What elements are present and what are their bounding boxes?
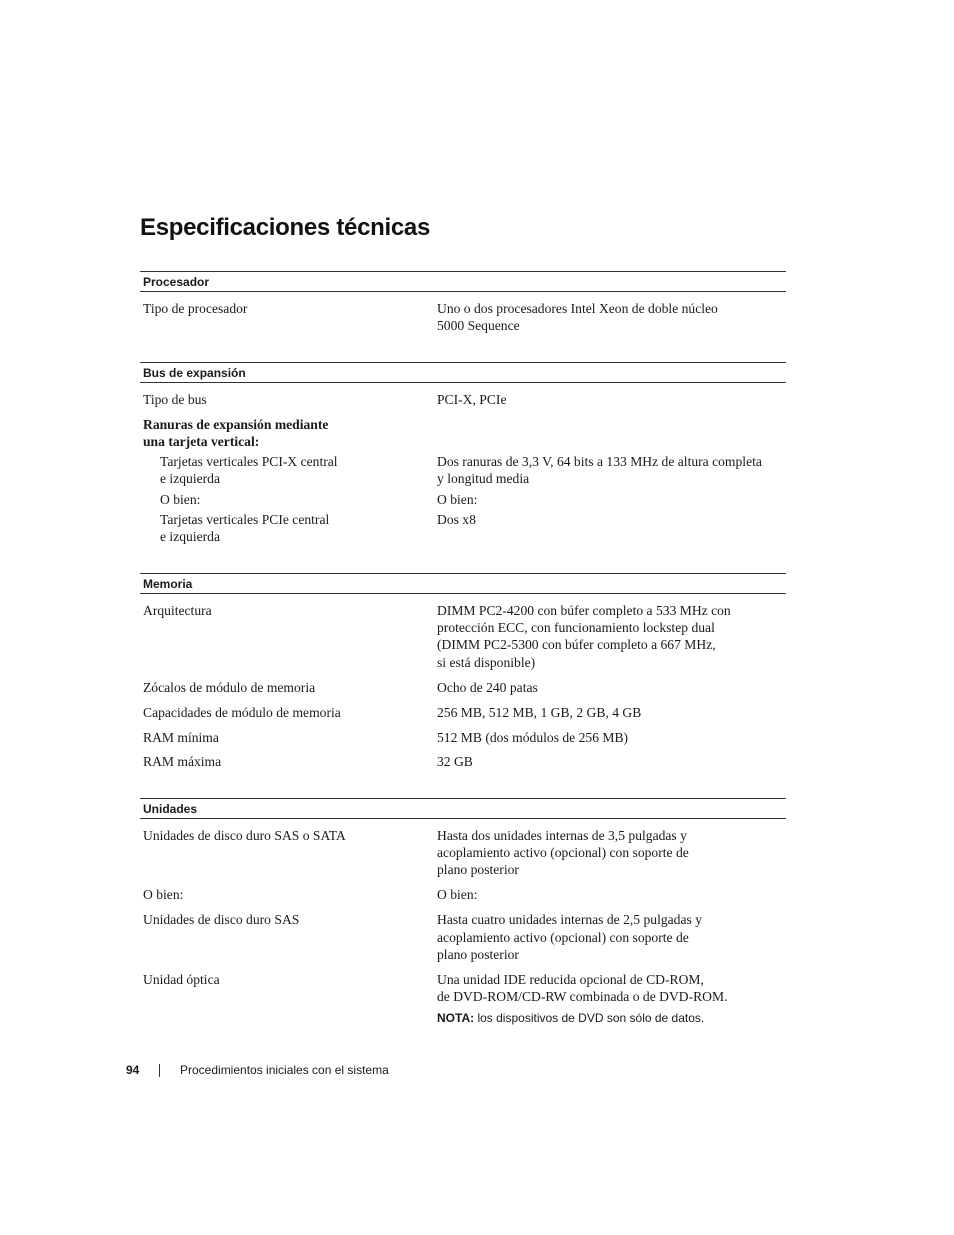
note	[437, 1010, 786, 1027]
spec-row	[140, 391, 786, 408]
spec-value: O bien:	[437, 887, 478, 903]
spec-label: Tipo de procesador	[143, 301, 248, 316]
page-number: 94	[126, 1063, 140, 1077]
spec-value: 512 MB (dos módulos de 256 MB)	[437, 729, 629, 745]
spec-label: O bien:	[143, 887, 184, 903]
section-heading: Unidades	[140, 798, 786, 819]
spec-row	[140, 827, 786, 879]
footer-divider	[159, 1064, 160, 1077]
spec-row	[140, 602, 786, 671]
spec-value: 256 MB, 512 MB, 1 GB, 2 GB, 4 GB	[437, 704, 642, 720]
spec-value: Uno o dos procesadores Intel Xeon de doble núcleo 5000 Sequence	[437, 301, 718, 334]
section-bus-expansion	[140, 362, 786, 556]
spec-label: Tipo de bus	[143, 391, 207, 407]
spec-row	[140, 704, 786, 721]
spec-value: O bien:	[437, 491, 478, 507]
spec-label: Ranuras de expansión mediante una tarjeta vertical:	[143, 416, 329, 449]
spec-value: Hasta cuatro unidades internas de 2,5 pulgadas y acoplamiento activo (opcional) con soporte de plano posterior	[437, 912, 702, 962]
spec-label: Unidades de disco duro SAS	[143, 912, 300, 928]
spec-value: Hasta dos unidades internas de 3,5 pulgadas y acoplamiento activo (opcional) con soporte de plano posterior	[437, 827, 689, 878]
spec-row	[140, 453, 786, 488]
section-memoria	[140, 573, 786, 781]
spec-label: Tarjetas verticales PCIe central e izquierda	[160, 512, 330, 545]
page-title: Especificaciones técnicas	[140, 214, 430, 241]
page-footer	[126, 1063, 389, 1077]
spec-value: Dos ranuras de 3,3 V, 64 bits a 133 MHz de altura completa y longitud media	[437, 454, 762, 487]
spec-label: Capacidades de módulo de memoria	[143, 704, 341, 720]
spec-label: RAM máxima	[143, 754, 222, 770]
spec-label: Unidad óptica	[143, 971, 220, 987]
section-procesador	[140, 271, 786, 345]
spec-value: DIMM PC2-4200 con búfer completo a 533 MHz con protección ECC, con funcionamiento lockstep dual (DIMM PC2-5300 con búfer completo a 667 MHz, si está disponible)	[437, 602, 731, 670]
spec-row	[140, 911, 786, 963]
spec-row	[140, 886, 786, 903]
spec-value: Ocho de 240 patas	[437, 679, 538, 695]
spec-row	[140, 491, 786, 508]
spec-row	[140, 416, 786, 451]
spec-label: Tarjetas verticales PCI-X central e izquierda	[160, 454, 338, 487]
chapter-title: Procedimientos iniciales con el sistema	[180, 1063, 389, 1077]
note-label: NOTA:	[437, 1010, 475, 1025]
spec-label: RAM mínima	[143, 729, 219, 745]
spec-row	[140, 729, 786, 746]
spec-row	[140, 971, 786, 1027]
spec-label: O bien:	[160, 491, 201, 507]
spec-value: Dos x8	[437, 512, 476, 528]
section-heading: Memoria	[140, 573, 786, 594]
spec-value	[437, 416, 786, 451]
section-heading: Procesador	[140, 271, 786, 292]
spec-value: Una unidad IDE reducida opcional de CD-ROM, de DVD-ROM/CD-RW combinada o de DVD-ROM.	[437, 971, 728, 1005]
section-unidades	[140, 798, 786, 1037]
spec-value: PCI-X, PCIe	[437, 391, 507, 407]
spec-label: Zócalos de módulo de memoria	[143, 679, 316, 695]
section-heading: Bus de expansión	[140, 362, 786, 383]
spec-label: Unidades de disco duro SAS o SATA	[143, 827, 346, 843]
spec-row	[140, 511, 786, 546]
note-text: los dispositivos de DVD son sólo de datos.	[477, 1010, 705, 1025]
spec-table	[140, 271, 786, 1037]
spec-row	[140, 753, 786, 770]
spec-row	[140, 300, 786, 335]
spec-row	[140, 679, 786, 696]
spec-value: 32 GB	[437, 754, 473, 770]
spec-label: Arquitectura	[143, 602, 212, 618]
